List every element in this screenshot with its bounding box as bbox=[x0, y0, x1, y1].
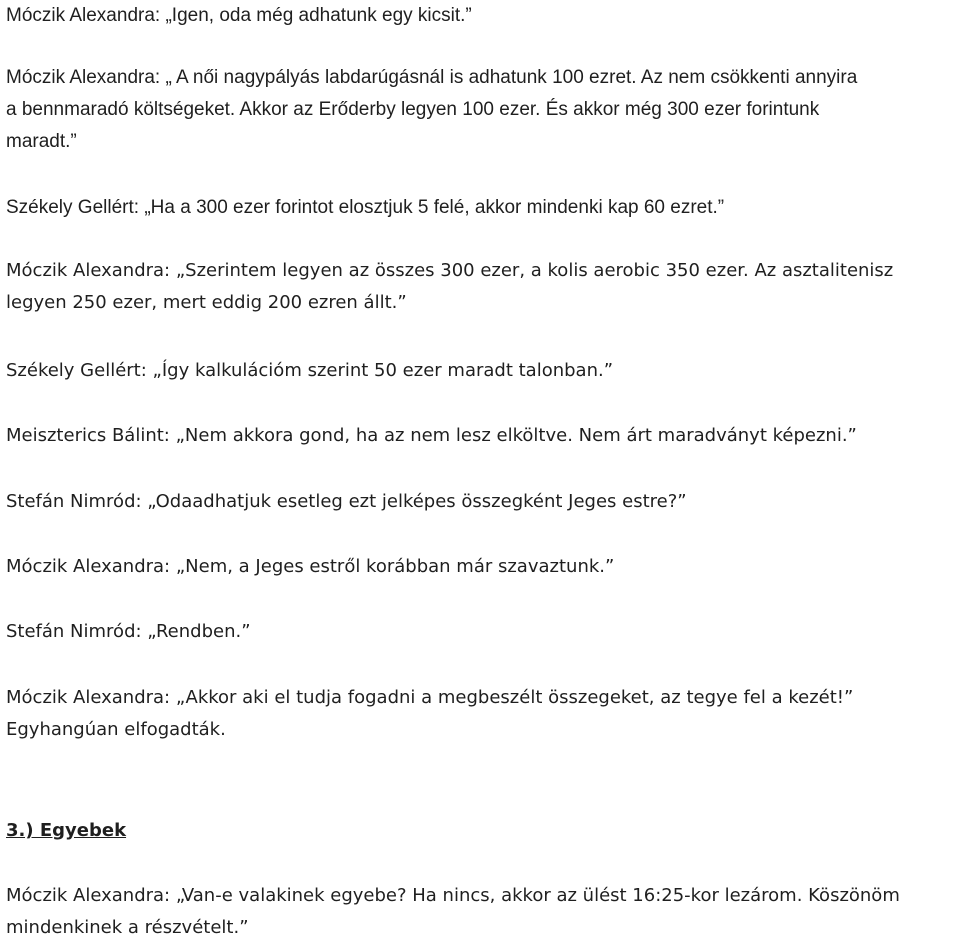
paragraph-2-line-1: Móczik Alexandra: „ A női nagypályás labdarúgásnál is adhatunk 100 ezret. Az nem csökkenti annyira bbox=[6, 67, 858, 88]
paragraph-10 bbox=[6, 682, 853, 746]
paragraph-4-line-2: legyen 250 ezer, mert eddig 200 ezren állt.” bbox=[6, 292, 407, 313]
paragraph-10-line-2: Egyhangúan elfogadták. bbox=[6, 719, 226, 740]
paragraph-1: Móczik Alexandra: „Igen, oda még adhatunk egy kicsit.” bbox=[6, 5, 472, 26]
paragraph-11 bbox=[6, 880, 900, 944]
paragraph-2-line-3: maradt.” bbox=[6, 131, 77, 152]
paragraph-2 bbox=[6, 62, 857, 158]
paragraph-7: Stefán Nimród: „Odaadhatjuk esetleg ezt jelképes összegként Jeges estre?” bbox=[6, 491, 687, 512]
paragraph-11-line-1: Móczik Alexandra: „Van-e valakinek egyebe? Ha nincs, akkor az ülést 16:25-kor lezárom. Köszönöm bbox=[6, 885, 900, 906]
paragraph-5: Székely Gellért: „Így kalkulációm szerint 50 ezer maradt talonban.” bbox=[6, 360, 614, 381]
paragraph-10-line-1: Móczik Alexandra: „Akkor aki el tudja fogadni a megbeszélt összegeket, az tegye fel a kezét!” bbox=[6, 687, 854, 708]
paragraph-6: Meiszterics Bálint: „Nem akkora gond, ha az nem lesz elköltve. Nem árt maradványt képezni.” bbox=[6, 425, 857, 446]
paragraph-8: Móczik Alexandra: „Nem, a Jeges estről korábban már szavaztunk.” bbox=[6, 556, 615, 577]
paragraph-4 bbox=[6, 255, 893, 319]
paragraph-9: Stefán Nimród: „Rendben.” bbox=[6, 621, 251, 642]
paragraph-4-line-1: Móczik Alexandra: „Szerintem legyen az összes 300 ezer, a kolis aerobic 350 ezer. Az asztalitenisz bbox=[6, 260, 894, 281]
paragraph-3: Székely Gellért: „Ha a 300 ezer forintot elosztjuk 5 felé, akkor mindenki kap 60 ezret.” bbox=[6, 197, 725, 218]
section-heading: 3.) Egyebek bbox=[6, 820, 127, 841]
paragraph-2-line-2: a bennmaradó költségeket. Akkor az Erőderby legyen 100 ezer. És akkor még 300 ezer forintunk bbox=[6, 99, 820, 120]
paragraph-11-line-2: mindenkinek a részvételt.” bbox=[6, 917, 249, 938]
